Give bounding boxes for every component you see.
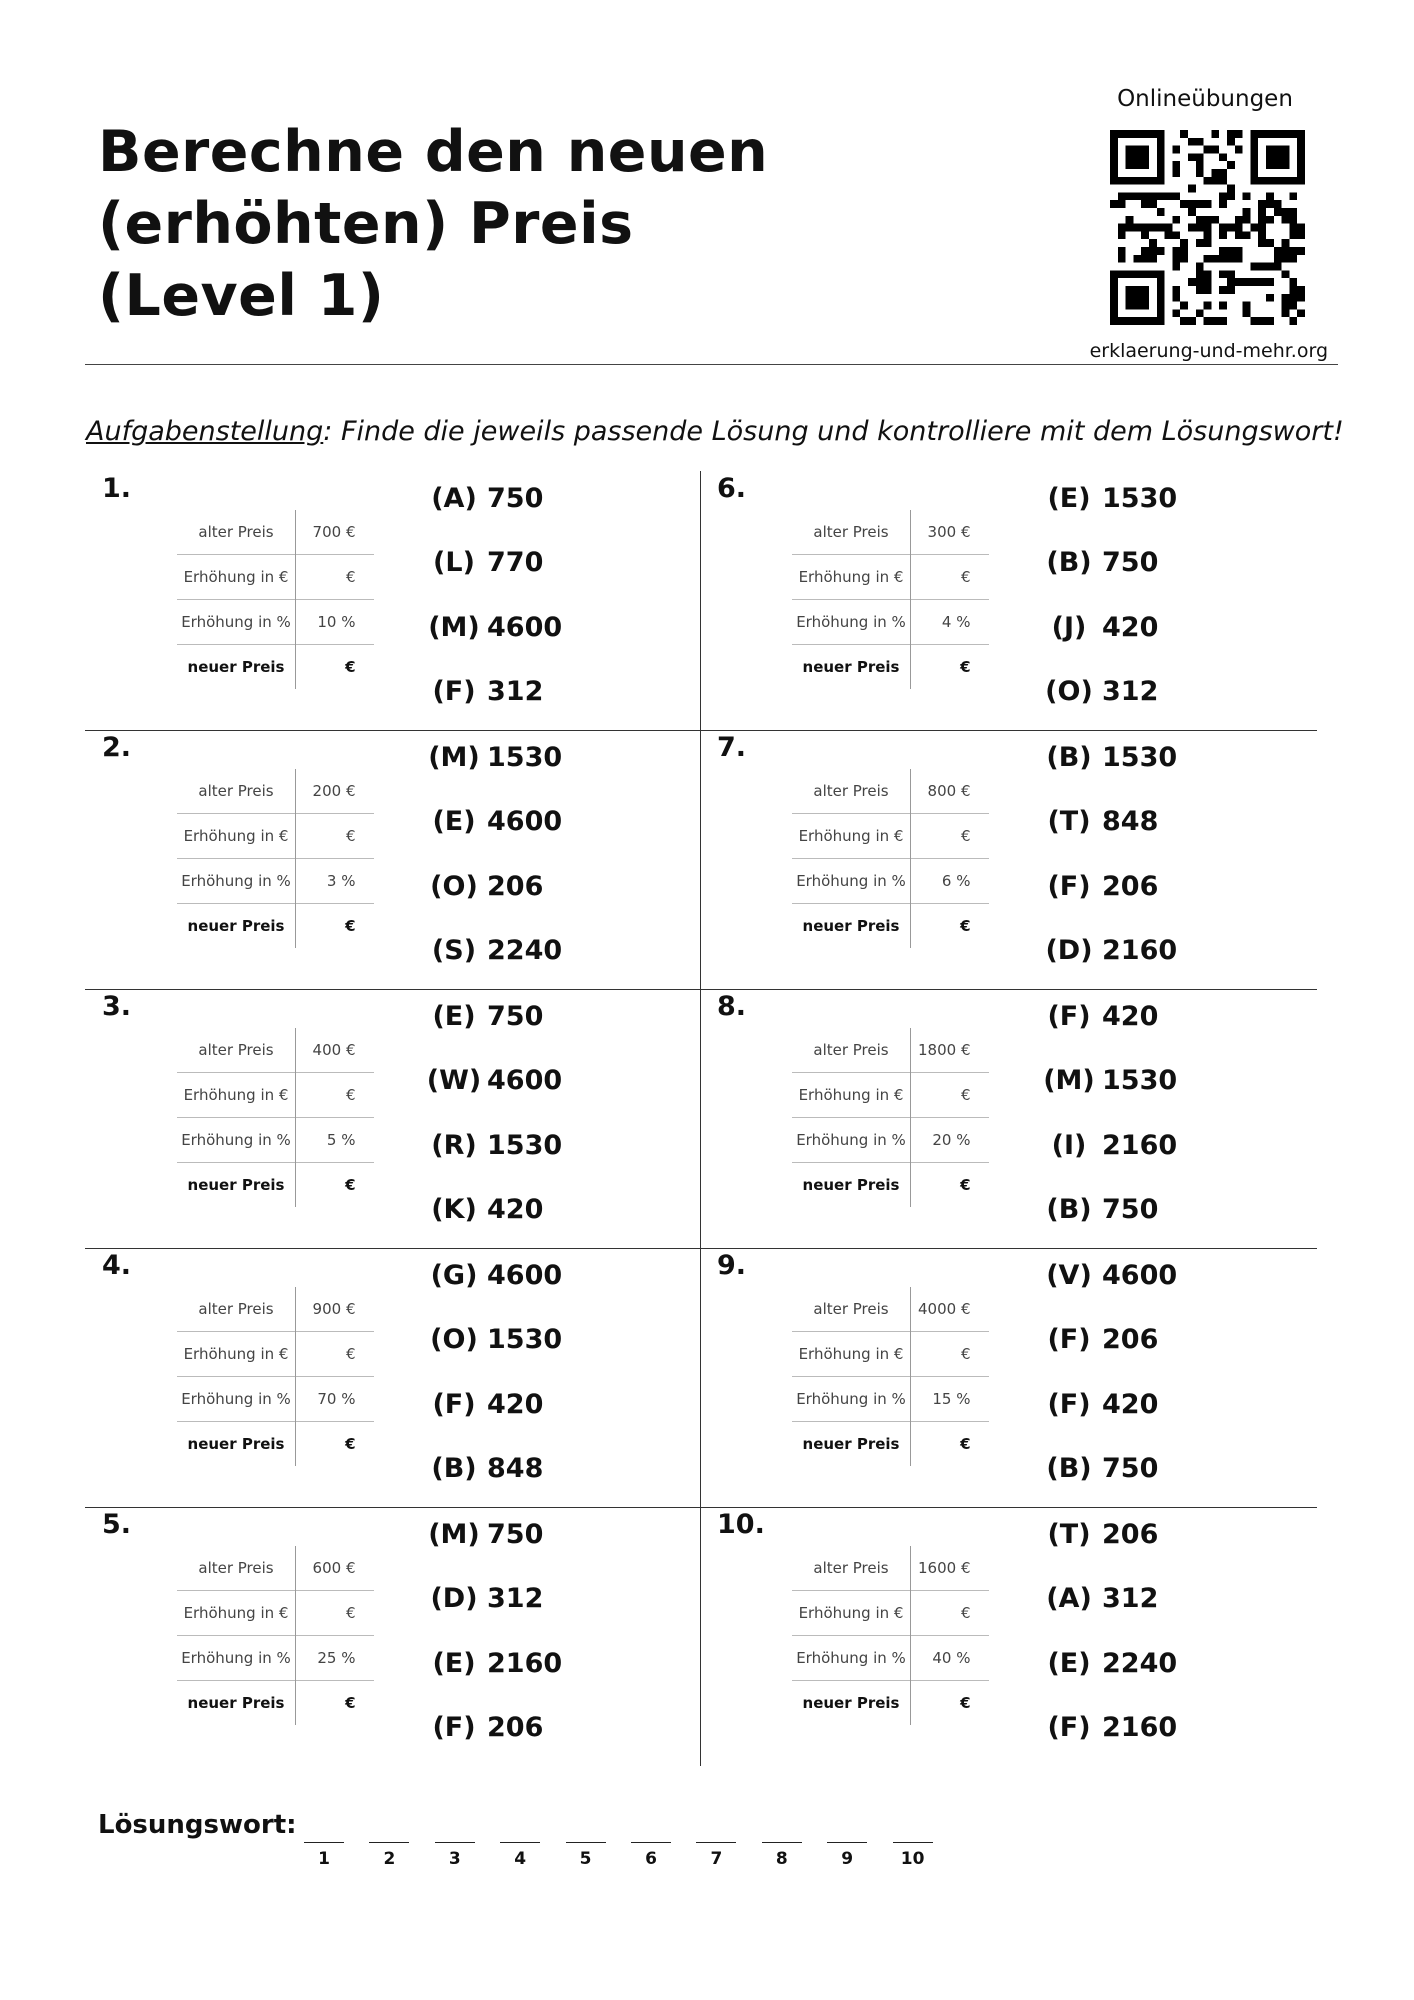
task-9: [700, 1248, 1315, 1507]
increase-pct-value: 15 %: [911, 1377, 989, 1422]
option-letter: (T): [1047, 1519, 1091, 1550]
option-value: 1530: [487, 1324, 563, 1355]
title-line-3: (Level 1): [98, 263, 385, 329]
loesungswort-slot[interactable]: [893, 1820, 933, 1869]
task-7: [700, 730, 1315, 989]
loesungswort-slot[interactable]: [500, 1820, 540, 1869]
label-new-price: neuer Preis: [792, 1163, 911, 1208]
option-letter: (F): [1047, 1389, 1091, 1420]
new-price-field[interactable]: €: [296, 645, 374, 690]
answer-option[interactable]: [425, 547, 543, 587]
slot-line: [369, 1820, 409, 1843]
slot-line: [762, 1820, 802, 1843]
slot-line: [435, 1820, 475, 1843]
label-increase-eur: Erhöhung in €: [792, 1073, 911, 1118]
label-increase-eur: Erhöhung in €: [792, 555, 911, 600]
slot-number: 2: [383, 1849, 396, 1869]
qr-code-icon[interactable]: [1110, 130, 1305, 325]
option-value: 4600: [487, 1065, 563, 1096]
label-new-price: neuer Preis: [177, 904, 296, 949]
answer-option[interactable]: [1040, 935, 1177, 975]
option-letter: (B): [1046, 547, 1092, 578]
option-value: 312: [487, 1583, 544, 1614]
task-number: 6.: [717, 473, 747, 504]
old-price-value: 200 €: [312, 782, 356, 800]
slot-number: 5: [579, 1849, 592, 1869]
option-value: 2160: [1102, 1130, 1178, 1161]
task-number: 2.: [102, 732, 132, 763]
task-8: [700, 989, 1315, 1248]
option-value: 2240: [1102, 1648, 1178, 1679]
slot-line: [893, 1820, 933, 1843]
label-increase-pct: Erhöhung in %: [177, 1636, 296, 1681]
label-old-price: alter Preis: [177, 769, 296, 814]
new-price-field[interactable]: €: [911, 1422, 989, 1467]
answer-option[interactable]: [425, 1389, 543, 1429]
answer-option[interactable]: [1040, 742, 1177, 782]
slot-number: 9: [841, 1849, 854, 1869]
answer-option[interactable]: [425, 742, 562, 782]
header-divider: [85, 364, 1338, 365]
option-value: 206: [487, 1712, 544, 1743]
option-value: 206: [1102, 871, 1159, 902]
answer-option[interactable]: [1040, 483, 1177, 523]
task-number: 4.: [102, 1250, 132, 1281]
label-new-price: neuer Preis: [792, 645, 911, 690]
option-value: 420: [487, 1389, 544, 1420]
option-letter: (E): [1047, 1648, 1091, 1679]
old-price-value: 300 €: [927, 523, 971, 541]
qr-caption: Onlineübungen: [1117, 86, 1293, 112]
answer-option[interactable]: [1040, 1583, 1158, 1623]
option-value: 1530: [487, 1130, 563, 1161]
label-new-price: neuer Preis: [177, 1422, 296, 1467]
new-price-field[interactable]: €: [296, 1422, 374, 1467]
answer-option[interactable]: [1040, 1130, 1177, 1170]
option-letter: (B): [1046, 742, 1092, 773]
answer-option[interactable]: [425, 1130, 562, 1170]
answer-option[interactable]: [1040, 871, 1158, 911]
option-value: 750: [1102, 1453, 1159, 1484]
option-letter: (F): [432, 1389, 476, 1420]
option-letter: (E): [1047, 483, 1091, 514]
loesungswort-label: Lösungswort:: [98, 1810, 297, 1840]
task-4: [85, 1248, 700, 1507]
option-letter: (O): [1045, 676, 1093, 707]
option-letter: (G): [430, 1260, 478, 1291]
task-number: 9.: [717, 1250, 747, 1281]
label-new-price: neuer Preis: [792, 904, 911, 949]
price-table: [177, 510, 374, 689]
option-value: 750: [487, 1001, 544, 1032]
answer-option[interactable]: [425, 1453, 543, 1493]
task-3: [85, 989, 700, 1248]
old-price-value: 800 €: [927, 782, 971, 800]
new-price-field[interactable]: €: [911, 1681, 989, 1726]
option-letter: (F): [1047, 1001, 1091, 1032]
answer-option[interactable]: [425, 1065, 562, 1105]
option-letter: (F): [432, 676, 476, 707]
answer-option[interactable]: [425, 1648, 562, 1688]
slot-number: 8: [775, 1849, 788, 1869]
option-value: 206: [1102, 1519, 1159, 1550]
option-letter: (F): [1047, 1324, 1091, 1355]
task-grid: [85, 471, 1317, 1766]
option-value: 420: [1102, 1001, 1159, 1032]
increase-pct-value: 6 %: [911, 859, 989, 904]
task-number: 5.: [102, 1509, 132, 1540]
option-value: 2240: [487, 935, 563, 966]
answer-option[interactable]: [1040, 1324, 1158, 1364]
answer-option[interactable]: [1040, 612, 1158, 652]
option-value: 2160: [1102, 1712, 1178, 1743]
increase-eur-field[interactable]: €: [911, 814, 989, 859]
old-price-value: 1800 €: [918, 1041, 971, 1059]
option-value: 312: [1102, 1583, 1159, 1614]
label-increase-pct: Erhöhung in %: [177, 1377, 296, 1422]
option-letter: (L): [433, 547, 475, 578]
loesungswort-slot[interactable]: [369, 1820, 409, 1869]
option-letter: (A): [431, 483, 477, 514]
label-new-price: neuer Preis: [792, 1681, 911, 1726]
label-increase-eur: Erhöhung in €: [792, 1591, 911, 1636]
price-table: [792, 1287, 989, 1466]
increase-eur-field[interactable]: €: [296, 1332, 374, 1377]
increase-eur-field[interactable]: €: [911, 1073, 989, 1118]
answer-option[interactable]: [425, 1260, 562, 1300]
option-value: 1530: [487, 742, 563, 773]
option-letter: (M): [428, 742, 480, 773]
option-letter: (F): [432, 1712, 476, 1743]
answer-option[interactable]: [425, 871, 543, 911]
loesungswort-slot[interactable]: [696, 1820, 736, 1869]
label-increase-eur: Erhöhung in €: [177, 555, 296, 600]
label-old-price: alter Preis: [177, 1287, 296, 1332]
option-value: 420: [1102, 1389, 1159, 1420]
increase-pct-value: 25 %: [296, 1636, 374, 1681]
loesungswort-slot[interactable]: [827, 1820, 867, 1869]
increase-pct-value: 4 %: [911, 600, 989, 645]
option-value: 206: [1102, 1324, 1159, 1355]
option-letter: (B): [1046, 1194, 1092, 1225]
price-table: [177, 1287, 374, 1466]
option-value: 4600: [1102, 1260, 1178, 1291]
task-number: 1.: [102, 473, 132, 504]
option-value: 4600: [487, 1260, 563, 1291]
increase-pct-value: 70 %: [296, 1377, 374, 1422]
answer-option[interactable]: [425, 935, 562, 975]
loesungswort-slot[interactable]: [631, 1820, 671, 1869]
option-value: 312: [1102, 676, 1159, 707]
label-increase-eur: Erhöhung in €: [792, 1332, 911, 1377]
slot-number: 7: [710, 1849, 723, 1869]
old-price-value: 600 €: [312, 1559, 356, 1577]
answer-option[interactable]: [425, 1324, 562, 1364]
answer-option[interactable]: [1040, 547, 1158, 587]
answer-option[interactable]: [1040, 1519, 1158, 1559]
slot-number: 6: [645, 1849, 657, 1869]
increase-eur-field[interactable]: €: [911, 1591, 989, 1636]
option-value: 750: [1102, 547, 1159, 578]
loesungswort-slot[interactable]: [762, 1820, 802, 1869]
answer-option[interactable]: [1040, 1712, 1177, 1752]
answer-option[interactable]: [425, 676, 543, 716]
option-value: 848: [487, 1453, 544, 1484]
label-increase-pct: Erhöhung in %: [177, 1118, 296, 1163]
old-price-value: 900 €: [312, 1300, 356, 1318]
increase-eur-field[interactable]: €: [296, 1591, 374, 1636]
answer-option[interactable]: [1040, 1389, 1158, 1429]
answer-option[interactable]: [425, 1583, 543, 1623]
price-table: [792, 1028, 989, 1207]
slot-number: 3: [448, 1849, 461, 1869]
slot-line: [631, 1820, 671, 1843]
option-value: 2160: [1102, 935, 1178, 966]
title-line-1: Berechne den neuen: [98, 119, 769, 185]
slot-line: [500, 1820, 540, 1843]
price-table: [792, 1546, 989, 1725]
answer-option[interactable]: [425, 612, 562, 652]
instruction-label: Aufgabenstellung: [86, 416, 324, 447]
price-table: [177, 769, 374, 948]
increase-pct-value: 40 %: [911, 1636, 989, 1681]
option-value: 420: [487, 1194, 544, 1225]
slot-number: 10: [900, 1849, 925, 1869]
new-price-field[interactable]: €: [911, 904, 989, 949]
label-increase-pct: Erhöhung in %: [792, 1377, 911, 1422]
label-increase-pct: Erhöhung in %: [177, 859, 296, 904]
option-value: 1530: [1102, 483, 1178, 514]
option-letter: (F): [1047, 1712, 1091, 1743]
increase-eur-field[interactable]: €: [296, 814, 374, 859]
title-line-2: (erhöhten) Preis: [98, 191, 634, 257]
option-letter: (E): [432, 1648, 476, 1679]
option-value: 848: [1102, 806, 1159, 837]
slot-number: 4: [514, 1849, 527, 1869]
task-5: [85, 1507, 700, 1766]
option-letter: (D): [1045, 935, 1093, 966]
task-number: 8.: [717, 991, 747, 1022]
increase-eur-field[interactable]: €: [911, 555, 989, 600]
label-increase-pct: Erhöhung in %: [792, 1636, 911, 1681]
website-url: erklaerung-und-mehr.org: [1089, 340, 1328, 362]
slot-line: [827, 1820, 867, 1843]
answer-option[interactable]: [1040, 1648, 1177, 1688]
task-1: [85, 471, 700, 730]
label-old-price: alter Preis: [792, 769, 911, 814]
old-price-value: 400 €: [312, 1041, 356, 1059]
new-price-field[interactable]: €: [296, 904, 374, 949]
increase-pct-value: 10 %: [296, 600, 374, 645]
slot-line: [696, 1820, 736, 1843]
label-new-price: neuer Preis: [177, 645, 296, 690]
new-price-field[interactable]: €: [296, 1163, 374, 1208]
task-number: 7.: [717, 732, 747, 763]
slot-line: [304, 1820, 344, 1843]
label-increase-eur: Erhöhung in €: [177, 1591, 296, 1636]
answer-option[interactable]: [425, 1712, 543, 1752]
option-letter: (T): [1047, 806, 1091, 837]
option-letter: (B): [1046, 1453, 1092, 1484]
task-2: [85, 730, 700, 989]
answer-option[interactable]: [425, 1194, 543, 1234]
new-price-field[interactable]: €: [911, 1163, 989, 1208]
slot-number: 1: [318, 1849, 330, 1869]
loesungswort-slot[interactable]: [304, 1820, 344, 1869]
increase-pct-value: 20 %: [911, 1118, 989, 1163]
option-value: 770: [487, 547, 544, 578]
old-price-value: 1600 €: [918, 1559, 971, 1577]
label-new-price: neuer Preis: [792, 1422, 911, 1467]
option-value: 206: [487, 871, 544, 902]
option-value: 1530: [1102, 742, 1178, 773]
price-table: [792, 769, 989, 948]
option-letter: (I): [1051, 1130, 1087, 1161]
option-value: 750: [1102, 1194, 1159, 1225]
task-number: 3.: [102, 991, 132, 1022]
option-letter: (W): [426, 1065, 482, 1096]
label-increase-eur: Erhöhung in €: [792, 814, 911, 859]
option-letter: (O): [430, 871, 478, 902]
option-letter: (F): [1047, 871, 1091, 902]
label-increase-eur: Erhöhung in €: [177, 1332, 296, 1377]
option-value: 4600: [487, 612, 563, 643]
option-letter: (R): [431, 1130, 477, 1161]
option-letter: (O): [430, 1324, 478, 1355]
old-price-value: 4000 €: [918, 1300, 971, 1318]
loesungswort-slot[interactable]: [566, 1820, 606, 1869]
option-letter: (M): [1043, 1065, 1095, 1096]
answer-option[interactable]: [425, 483, 543, 523]
label-old-price: alter Preis: [177, 1546, 296, 1591]
task-number: 10.: [717, 1509, 765, 1540]
increase-pct-value: 5 %: [296, 1118, 374, 1163]
option-letter: (E): [432, 1001, 476, 1032]
label-old-price: alter Preis: [792, 1028, 911, 1073]
option-letter: (A): [1046, 1583, 1092, 1614]
answer-option[interactable]: [425, 806, 562, 846]
answer-option[interactable]: [1040, 1453, 1158, 1493]
new-price-field[interactable]: €: [911, 645, 989, 690]
label-old-price: alter Preis: [177, 1028, 296, 1073]
label-increase-pct: Erhöhung in %: [792, 859, 911, 904]
label-old-price: alter Preis: [792, 1287, 911, 1332]
option-value: 420: [1102, 612, 1159, 643]
answer-option[interactable]: [1040, 1001, 1158, 1041]
label-new-price: neuer Preis: [177, 1163, 296, 1208]
increase-eur-field[interactable]: €: [296, 1073, 374, 1118]
option-letter: (E): [432, 806, 476, 837]
answer-option[interactable]: [1040, 676, 1158, 716]
instruction-text: : Finde die jeweils passende Lösung und kontrolliere mit dem Lösungswort!: [323, 416, 1344, 447]
price-table: [177, 1028, 374, 1207]
label-increase-eur: Erhöhung in €: [177, 814, 296, 859]
option-letter: (M): [428, 612, 480, 643]
price-table: [177, 1546, 374, 1725]
option-value: 312: [487, 676, 544, 707]
option-value: 2160: [487, 1648, 563, 1679]
worksheet-title: [98, 116, 768, 332]
instruction: [86, 416, 1344, 447]
price-table: [792, 510, 989, 689]
option-letter: (D): [430, 1583, 478, 1614]
label-increase-eur: Erhöhung in €: [177, 1073, 296, 1118]
loesungswort-slot[interactable]: [435, 1820, 475, 1869]
label-new-price: neuer Preis: [177, 1681, 296, 1726]
increase-pct-value: 3 %: [296, 859, 374, 904]
option-value: 750: [487, 483, 544, 514]
label-increase-pct: Erhöhung in %: [792, 1118, 911, 1163]
task-6: [700, 471, 1315, 730]
label-increase-pct: Erhöhung in %: [792, 600, 911, 645]
option-letter: (S): [431, 935, 477, 966]
answer-option[interactable]: [425, 1001, 543, 1041]
option-value: 1530: [1102, 1065, 1178, 1096]
answer-option[interactable]: [1040, 806, 1158, 846]
label-old-price: alter Preis: [792, 1546, 911, 1591]
option-letter: (B): [431, 1453, 477, 1484]
answer-option[interactable]: [425, 1519, 543, 1559]
option-letter: (K): [431, 1194, 477, 1225]
task-10: [700, 1507, 1315, 1766]
answer-option[interactable]: [1040, 1194, 1158, 1234]
option-letter: (M): [428, 1519, 480, 1550]
new-price-field[interactable]: €: [296, 1681, 374, 1726]
answer-option[interactable]: [1040, 1260, 1177, 1300]
label-old-price: alter Preis: [792, 510, 911, 555]
increase-eur-field[interactable]: €: [911, 1332, 989, 1377]
answer-option[interactable]: [1040, 1065, 1177, 1105]
label-increase-pct: Erhöhung in %: [177, 600, 296, 645]
increase-eur-field[interactable]: €: [296, 555, 374, 600]
option-value: 750: [487, 1519, 544, 1550]
label-old-price: alter Preis: [177, 510, 296, 555]
option-letter: (V): [1046, 1260, 1092, 1291]
slot-line: [566, 1820, 606, 1843]
old-price-value: 700 €: [312, 523, 356, 541]
option-value: 4600: [487, 806, 563, 837]
option-letter: (J): [1051, 612, 1087, 643]
